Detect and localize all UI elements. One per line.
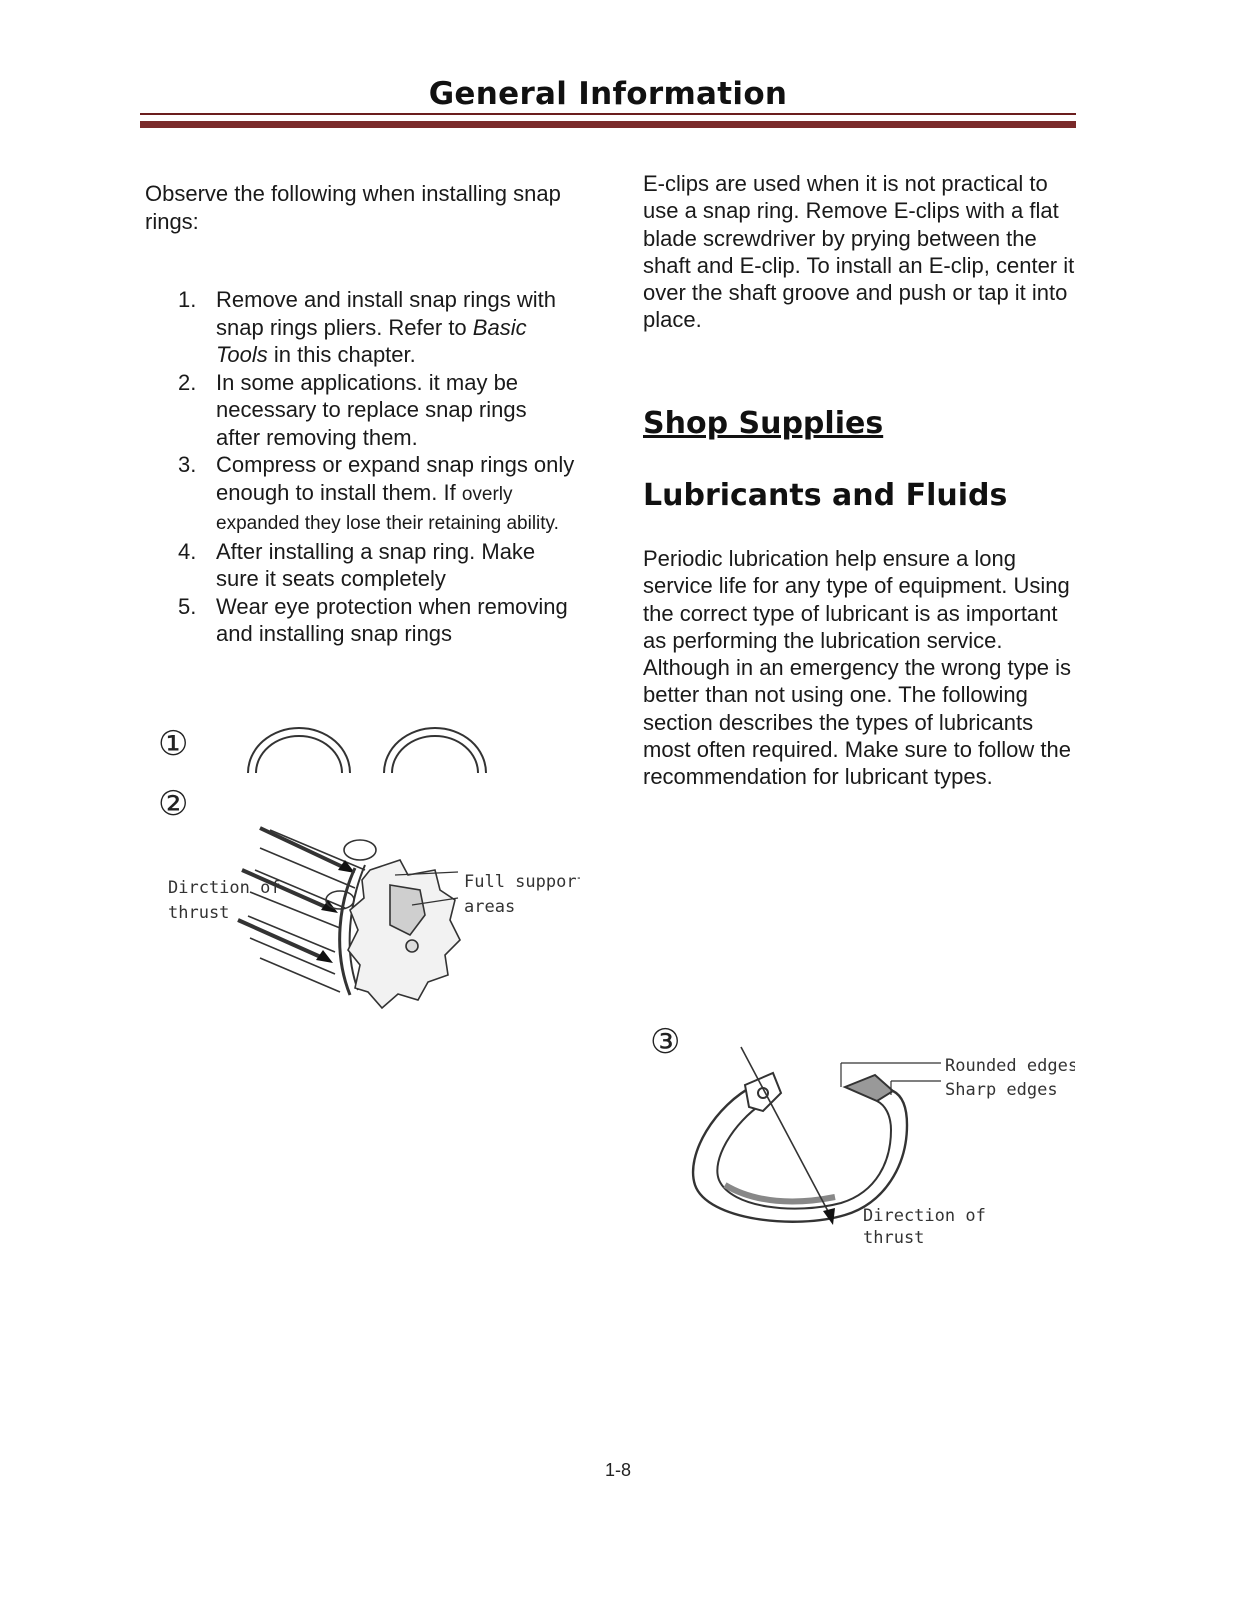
e-clip-figure [645,1015,1075,1255]
list-item [145,593,575,648]
ring-arcs [248,728,486,773]
subsection-heading: Lubricants and Fluids [643,478,1008,513]
figure-marker-2: ② [158,784,189,824]
step-number: 1. [178,287,197,312]
step-number: 2. [178,369,197,395]
step-italic: Basic Tools [216,314,527,367]
page-number: 1-8 [604,1460,631,1480]
label-sharp-edges: Sharp edges [945,1080,1058,1100]
step-number: 5. [178,593,197,619]
eclip-paragraph: E-clips are used when it is not practical to use a snap ring. Remove E-clips with a flat blade screwdriver by prying between the shaft and E-clip. To install an E-clip, center it over the shaft groove and push or tap it into place. [643,171,1075,333]
step-text: in this chapter. [267,342,416,367]
label-direction-of-thrust: Direction of [863,1206,986,1226]
step-text: In some applications. it may be necessary to replace snap rings after removing them. [216,369,527,450]
e-clip-illustration [693,1047,941,1225]
list-item [145,451,575,538]
label-direction-of-thrust: thrust [863,1228,925,1248]
section-heading: Shop Supplies [643,406,884,441]
header-rule-thin [140,113,1076,115]
snap-ring-steps [145,286,575,648]
snap-ring-diagram [150,720,580,1030]
shaft-illustration [238,828,460,1008]
list-item [145,286,575,369]
page-title: General Information [428,76,788,112]
step-number: 4. [178,538,197,564]
label-rounded-edges: Rounded edges [945,1056,1075,1076]
step-text: overly expanded they lose their retaining ability. [216,483,559,534]
label-direction-of-thrust: thrust [168,903,230,923]
snap-ring-figure [150,720,580,1030]
step-text: Wear eye protection when removing and installing snap rings [216,593,568,646]
figure-marker-3: ③ [650,1022,681,1062]
step-text: After installing a snap ring. Make sure it seats completely [216,538,536,591]
header-rule-thick [140,121,1076,128]
e-clip-diagram [645,1015,1075,1255]
label-full-support: areas [464,897,516,917]
intro-paragraph: Observe the following when installing snap rings: [145,181,561,234]
label-direction-of-thrust: Dirction of [168,878,281,898]
list-item [145,538,575,593]
label-full-support: Full support [464,872,580,892]
lubrication-paragraph: Periodic lubrication help ensure a long service life for any type of equipment. Using the correct type of lubricant is as important as performing the lubrication service. Although in an emergency the wrong type is better than not using one. The following section describes the types of lubricants most often required. Make sure to follow the recommendation for lubricant types. [643,546,1072,790]
list-item [145,369,575,452]
figure-marker-1: ① [158,724,189,764]
step-number: 3. [178,452,197,477]
step-text: Compress or expand snap rings only enough to install them. If [216,452,575,505]
step-text: Remove and install snap rings with snap rings pliers. Refer to [216,287,556,340]
